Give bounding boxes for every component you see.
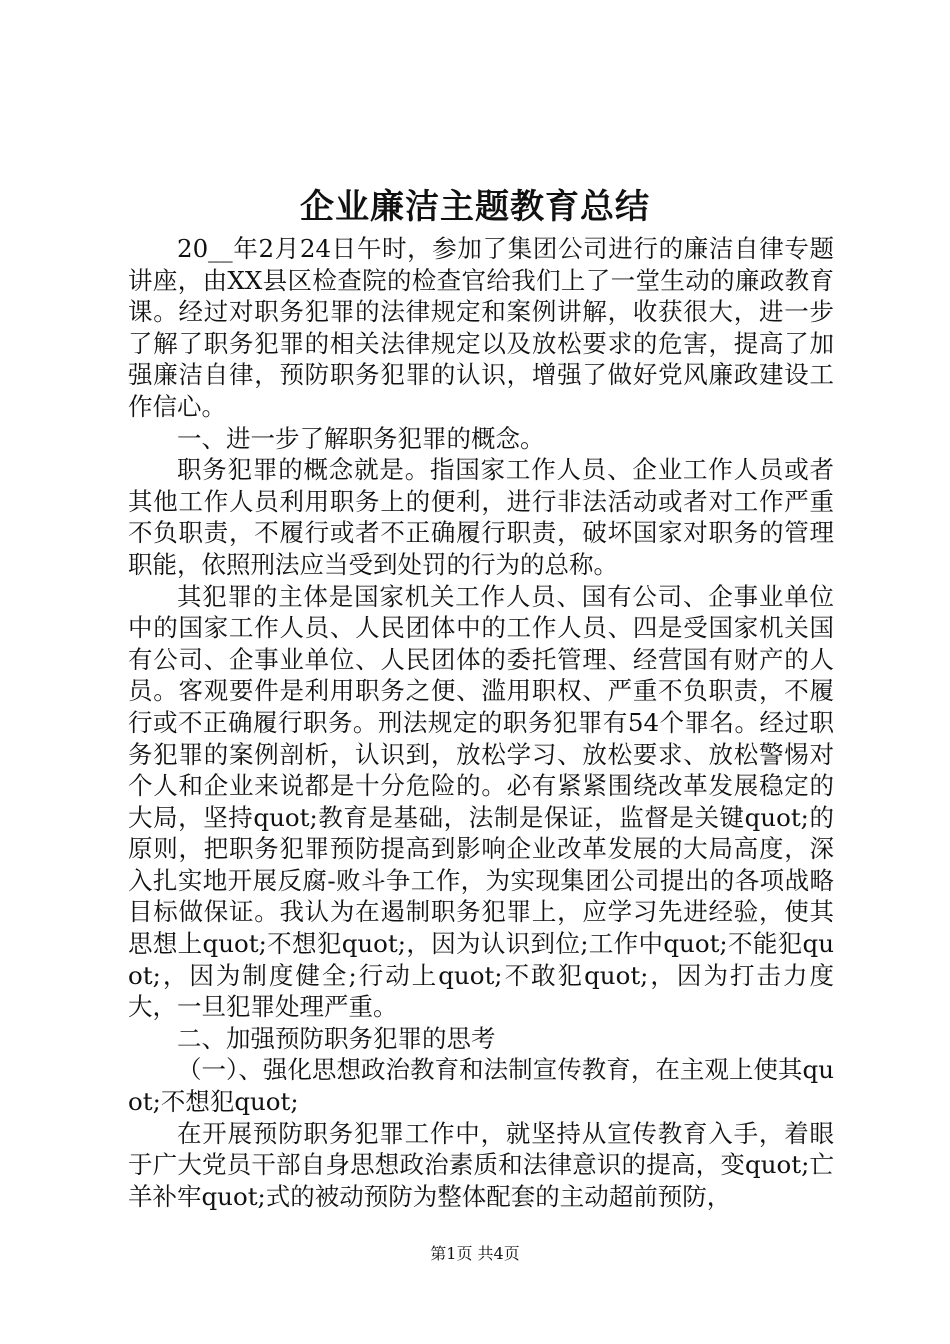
subsection-heading-1: （一）、强化思想政治教育和法制宣传教育，在主观上使其quot;不想犯quot;: [128, 1055, 834, 1117]
document-body: [128, 233, 834, 1212]
document-title: 企业廉洁主题教育总结: [300, 187, 650, 227]
paragraph-intro: 20__年2月24日午时，参加了集团公司进行的廉洁自律专题讲座，由XX县区检查院的检查官给我们上了一堂生动的廉政教育课。经过对职务犯罪的法律规定和案例讲解，收获很大，进一步了解了职务犯罪的相关法律规定以及放松要求的危害，提高了加强廉洁自律，预防职务犯罪的认识，增强了做好党风廉政建设工作信心。: [128, 234, 834, 421]
page-footer: 第1页 共4页: [430, 1244, 520, 1263]
paragraph-subject: 其犯罪的主体是国家机关工作人员、国有公司、企事业单位中的国家工作人员、人民团体中的工作人员、四是受国家机关国有公司、企事业单位、人民团体的委托管理、经营国有财产的人员。客观要件是利用职务之便、滥用职权、严重不负职责，不履行或不正确履行职务。刑法规定的职务犯罪有54个罪名。经过职务犯罪的案例剖析，认识到，放松学习、放松要求、放松警惕对个人和企业来说都是十分危险的。必有紧紧围绕改革发展稳定的大局，坚持quot;教育是基础，法制是保证，监督是关键quot;的原则，把职务犯罪预防提高到影响企业改革发展的大局高度，深入扎实地开展反腐-败斗争工作，为实现集团公司提出的各项战略目标做保证。我认为在遏制职务犯罪上，应学习先进经验，使其思想上quot;不想犯quot;，因为认识到位;工作中quot;不能犯quot;，因为制度健全;行动上quot;不敢犯quot;，因为打击力度大，一旦犯罪处理严重。: [128, 581, 834, 1022]
paragraph-concept: 职务犯罪的概念就是。指国家工作人员、企业工作人员或者其他工作人员利用职务上的便利，进行非法活动或者对工作严重不负职责，不履行或者不正确履行职责，破坏国家对职务的管理职能，依照刑法应当受到处罚的行为的总称。: [128, 455, 834, 579]
section-heading-2: 二、加强预防职务犯罪的思考: [177, 1023, 496, 1053]
section-heading-1: 一、进一步了解职务犯罪的概念。: [177, 423, 545, 453]
paragraph-prevention: 在开展预防职务犯罪工作中，就坚持从宣传教育入手，着眼于广大党员干部自身思想政治素质和法律意识的提高，变quot;亡羊补牢quot;式的被动预防为整体配套的主动超前预防，: [128, 1118, 834, 1211]
